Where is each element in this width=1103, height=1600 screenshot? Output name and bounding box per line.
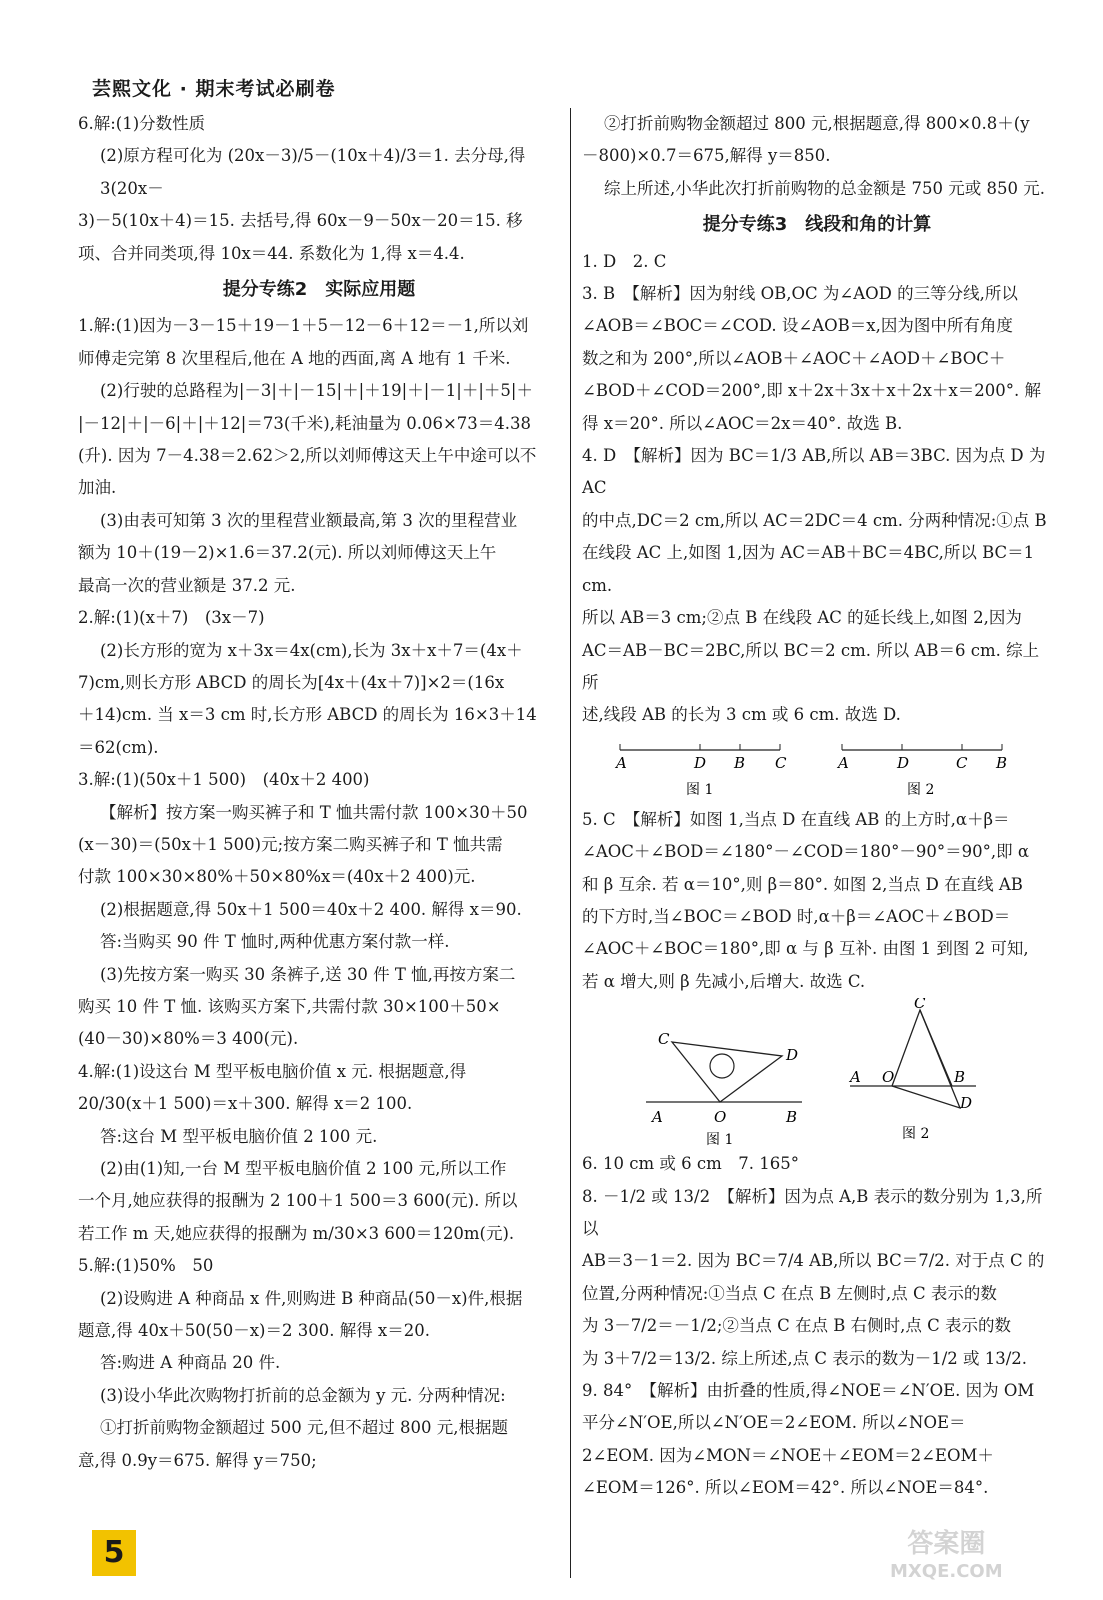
seg1-caption: 图 1 <box>686 781 714 798</box>
text-line: 一个月,她应获得的报酬为 2 100＋1 500＝3 600(元). 所以 <box>78 1191 518 1211</box>
text-line: 得 x＝20°. 所以∠AOC＝2x＝40°. 故选 B. <box>582 413 903 433</box>
ang2-label-a: A <box>850 1068 861 1087</box>
header-title: 芸熙文化 · 期末考试必刷卷 <box>92 78 336 100</box>
ang1-label-d: D <box>786 1046 799 1065</box>
text-line: 的中点,DC＝2 cm,所以 AC＝2DC＝4 cm. 分两种情况:①点 B <box>582 510 1047 530</box>
text-line: (2)根据题意,得 50x＋1 500＝40x＋2 400. 解得 x＝90. <box>100 899 522 919</box>
seg1-label-a: A <box>616 753 627 772</box>
text-line: 1.解:(1)因为－3－15＋19－1＋5－12－6＋12＝－1,所以刘 <box>78 316 529 336</box>
ang1-label-o: O <box>714 1108 727 1127</box>
text-line: 在线段 AC 上,如图 1,因为 AC＝AB＋BC＝4BC,所以 BC＝1 cm. <box>582 543 1035 595</box>
text-line: 答:购进 A 种商品 20 件. <box>100 1353 281 1373</box>
text-line: 为 3＋7/2＝13/2. 综上所述,点 C 表示的数为－1/2 或 13/2. <box>582 1348 1028 1368</box>
text-line: ②打折前购物金额超过 800 元,根据题意,得 800×0.8＋(y <box>604 114 1030 133</box>
text-line: ∠AOB＝∠BOC＝∠COD. 设∠AOB＝x,因为图中所有角度 <box>582 316 1013 336</box>
ang1-label-c: C <box>658 1030 670 1049</box>
segment-figure-1 <box>614 744 787 798</box>
ang1-label-b: B <box>786 1108 798 1127</box>
text-line: 所以 AB＝3 cm;②点 B 在线段 AC 的延长线上,如图 2,因为 <box>582 608 1022 628</box>
text-line: 20/30(x＋1 500)＝x＋300. 解得 x＝2 100. <box>78 1094 413 1114</box>
text-line: (2)由(1)知,一台 M 型平板电脑价值 2 100 元,所以工作 <box>100 1159 507 1178</box>
page-number: 5 <box>92 1530 136 1576</box>
column-divider <box>570 108 571 1578</box>
text-line: ＝62(cm). <box>78 737 159 757</box>
watermark-line1: 答案圈 <box>907 1529 986 1559</box>
ang2-label-o: O <box>882 1068 895 1087</box>
text-line: －800)×0.7＝675,解得 y＝850. <box>582 146 831 166</box>
text-line: 答:当购买 90 件 T 恤时,两种优惠方案付款一样. <box>100 932 450 952</box>
text-line: (2)行驶的总路程为|－3|＋|－15|＋|＋19|＋|－1|＋|＋5|＋ <box>100 381 533 401</box>
text-line: 师傅走完第 8 次里程后,他在 A 地的西面,离 A 地有 1 千米. <box>78 348 511 368</box>
seg1-label-b: B <box>734 753 746 772</box>
seg2-caption: 图 2 <box>907 781 935 798</box>
text-line: 和 β 互余. 若 α＝10°,则 β＝80°. 如图 2,当点 D 在直线 AB <box>582 874 1023 894</box>
text-line: 意,得 0.9y＝675. 解得 y＝750; <box>78 1450 317 1470</box>
ang2-label-b: B <box>954 1068 966 1087</box>
text-line: 5.解:(1)50% 50 <box>78 1256 214 1276</box>
watermark-line2: MXQE.COM <box>890 1561 1003 1582</box>
text-line: 4.解:(1)设这台 M 型平板电脑价值 x 元. 根据题意,得 <box>78 1061 467 1081</box>
text-line: 8. －1/2 或 13/2 【解析】因为点 A,B 表示的数分别为 1,3,所以 <box>582 1186 1043 1238</box>
segment-figures <box>582 732 1052 804</box>
angle-figure-1 <box>646 1030 802 1148</box>
seg2-label-a: A <box>838 753 849 772</box>
text-line: ∠AOC＋∠BOC＝180°,即 α 与 β 互补. 由图 1 到图 2 可知, <box>582 939 1029 959</box>
text-line: 3. B 【解析】因为射线 OB,OC 为∠AOD 的三等分线,所以 <box>582 284 1018 304</box>
text-line: 【解析】按方案一购买裤子和 T 恤共需付款 100×30＋50 <box>100 802 528 822</box>
ang2-label-c: C <box>914 998 926 1013</box>
ang1-label-a: A <box>652 1108 663 1127</box>
text-line: 的下方时,当∠BOC＝∠BOD 时,α＋β＝∠AOC＋∠BOD＝ <box>582 906 1011 926</box>
segment-figure-2 <box>836 744 1007 798</box>
ang1-caption: 图 1 <box>706 1132 734 1149</box>
text-line: 付款 100×30×80%＋50×80%x＝(40x＋2 400)元. <box>78 867 476 887</box>
text-line: ＋14)cm. 当 x＝3 cm 时,长方形 ABCD 的周长为 16×3＋14 <box>78 705 537 725</box>
right-column <box>582 108 1052 1505</box>
seg1-label-d: D <box>694 753 707 772</box>
text-line: 9. 84° 【解析】由折叠的性质,得∠NOE＝∠N′OE. 因为 OM <box>582 1381 1035 1400</box>
left-column <box>78 108 560 1477</box>
text-line: 购买 10 件 T 恤. 该购买方案下,共需付款 30×100＋50× <box>78 996 501 1016</box>
text-line: 3)－5(10x＋4)＝15. 去括号,得 60x－9－50x－20＝15. 移 <box>78 211 523 231</box>
text-line: 数之和为 200°,所以∠AOB＋∠AOC＋∠AOD＋∠BOC＋ <box>582 348 1006 368</box>
text-line: 1. D 2. C <box>582 251 667 271</box>
section-heading: 提分专练3 线段和角的计算 <box>702 214 932 236</box>
ang2-label-d: D <box>960 1094 973 1113</box>
text-line: AB＝3－1＝2. 因为 BC＝7/4 AB,所以 BC＝7/2. 对于点 C 的 <box>582 1251 1045 1271</box>
text-line: (2)原方程可化为 (20x－3)/5－(10x＋4)/3＝1. 去分母,得 3(20x－ <box>100 146 526 198</box>
text-line: 题意,得 40x＋50(50－x)＝2 300. 解得 x＝20. <box>78 1321 430 1341</box>
text-line: 加油. <box>78 478 117 498</box>
text-line: 6. 10 cm 或 6 cm 7. 165° <box>582 1154 799 1174</box>
text-line: 位置,分两种情况:①当点 C 在点 B 左侧时,点 C 表示的数 <box>582 1283 997 1303</box>
text-line: 2∠EOM. 因为∠MON＝∠NOE＋∠EOM＝2∠EOM＋ <box>582 1445 994 1465</box>
text-line: 2.解:(1)(x＋7) (3x－7) <box>78 608 265 628</box>
text-line: ∠BOD＋∠COD＝200°,即 x＋2x＋3x＋x＋2x＋x＝200°. 解 <box>582 381 1042 401</box>
text-line: ①打折前购物金额超过 500 元,但不超过 800 元,根据题 <box>100 1418 508 1438</box>
text-line: 6.解:(1)分数性质 <box>78 114 206 133</box>
text-line: 综上所述,小华此次打折前购物的总金额是 750 元或 850 元. <box>604 178 1045 198</box>
watermark <box>890 1530 1003 1586</box>
seg2-label-c: C <box>956 753 968 772</box>
section-heading: 提分专练2 实际应用题 <box>222 279 416 301</box>
text-line: (3)设小华此次购物打折前的总金额为 y 元. 分两种情况: <box>100 1385 506 1405</box>
text-line: 答:这台 M 型平板电脑价值 2 100 元. <box>100 1126 378 1146</box>
ang2-caption: 图 2 <box>902 1126 930 1143</box>
text-line: 项、合并同类项,得 10x＝44. 系数化为 1,得 x＝4.4. <box>78 243 465 263</box>
angle-figure-2 <box>848 998 976 1142</box>
text-line: (2)长方形的宽为 x＋3x＝4x(cm),长为 3x＋x＋7＝(4x＋ <box>100 640 523 660</box>
text-line: (3)先按方案一购买 30 条裤子,送 30 件 T 恤,再按方案二 <box>100 964 516 984</box>
seg1-label-c: C <box>775 753 787 772</box>
text-line: 5. C 【解析】如图 1,当点 D 在直线 AB 的上方时,α＋β＝ <box>582 809 1010 829</box>
text-line: (40－30)×80%＝3 400(元). <box>78 1029 299 1049</box>
text-line: (3)由表可知第 3 次的里程营业额最高,第 3 次的里程营业 <box>100 510 518 530</box>
text-line: 述,线段 AB 的长为 3 cm 或 6 cm. 故选 D. <box>582 705 901 725</box>
seg2-label-d: D <box>897 753 910 772</box>
text-line: 3.解:(1)(50x＋1 500) (40x＋2 400) <box>78 770 370 790</box>
text-line: 最高一次的营业额是 37.2 元. <box>78 575 296 595</box>
text-line: 平分∠N′OE,所以∠N′OE＝2∠EOM. 所以∠NOE＝ <box>582 1413 966 1433</box>
text-line: 为 3－7/2＝－1/2;②当点 C 在点 B 右侧时,点 C 表示的数 <box>582 1316 1011 1336</box>
text-line: (升). 因为 7－4.38＝2.62＞2,所以刘师傅这天上午中途可以不 <box>78 446 537 466</box>
text-line: ∠EOM＝126°. 所以∠EOM＝42°. 所以∠NOE＝84°. <box>582 1478 989 1498</box>
text-line: 4. D 【解析】因为 BC＝1/3 AB,所以 AB＝3BC. 因为点 D 为 AC <box>582 446 1046 498</box>
text-line: ∠AOC＋∠BOD＝∠180°－∠COD＝180°－90°＝90°,即 α <box>582 842 1030 862</box>
text-line: AC＝AB－BC＝2BC,所以 BC＝2 cm. 所以 AB＝6 cm. 综上所 <box>582 640 1040 692</box>
angle-figures <box>582 998 1052 1148</box>
text-line: 若 α 增大,则 β 先减小,后增大. 故选 C. <box>582 971 866 991</box>
text-line: 7)cm,则长方形 ABCD 的周长为[4x＋(4x＋7)]×2＝(16x <box>78 672 505 692</box>
text-line: (x－30)＝(50x＋1 500)元;按方案二购买裤子和 T 恤共需 <box>78 834 503 854</box>
seg2-label-b: B <box>996 753 1008 772</box>
text-line: |－12|＋|－6|＋|＋12|＝73(千米),耗油量为 0.06×73＝4.38 <box>78 413 532 433</box>
text-line: 若工作 m 天,她应获得的报酬为 m/30×3 600＝120m(元). <box>78 1223 515 1243</box>
text-line: (2)设购进 A 种商品 x 件,则购进 B 种商品(50－x)件,根据 <box>100 1288 523 1308</box>
text-line: 额为 10＋(19－2)×1.6＝37.2(元). 所以刘师傅这天上午 <box>78 543 497 563</box>
